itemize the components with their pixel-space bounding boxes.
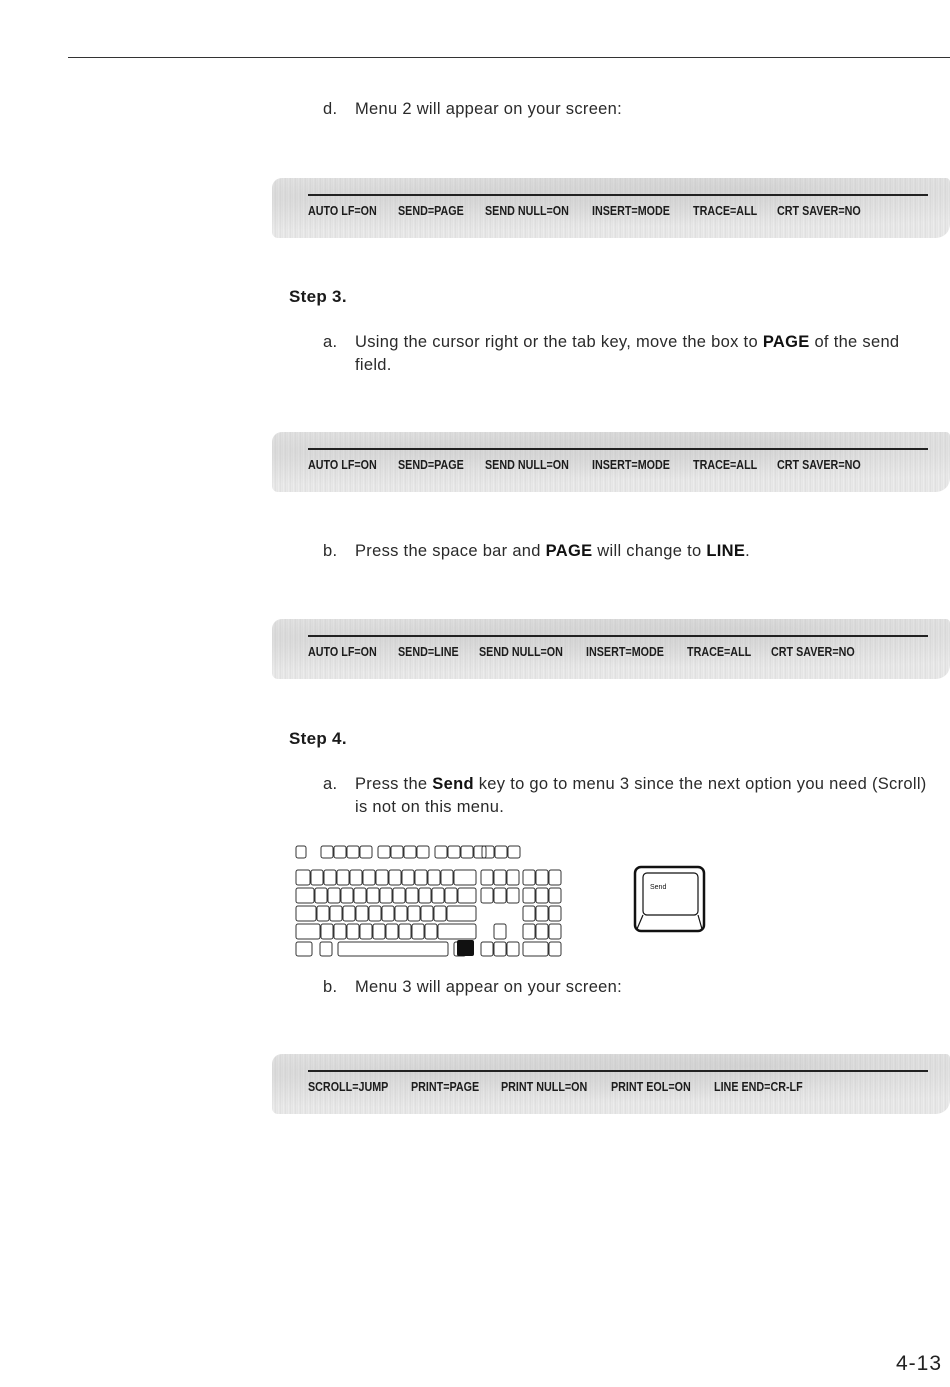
item-marker: a. (323, 775, 338, 793)
emphasis-page: PAGE (545, 542, 593, 560)
menu-field: TRACE=ALL (686, 645, 751, 659)
menu-rule (308, 194, 928, 196)
menu-field: PRINT NULL=ON (500, 1080, 588, 1094)
menu-field: SEND NULL=ON (484, 458, 569, 472)
step-4-instruction-b (323, 976, 623, 999)
instruction-text: Using the cursor right or the tab key, move the box to (355, 333, 763, 351)
menu-field: SEND NULL=ON (484, 204, 569, 218)
menu-field: INSERT=MODE (586, 645, 665, 659)
menu-2-strip-step3a (272, 432, 950, 492)
item-marker: d. (323, 100, 338, 118)
send-key-icon (633, 865, 706, 933)
item-marker: b. (323, 542, 338, 560)
menu-fields (308, 1078, 940, 1096)
menu-field: INSERT=MODE (592, 204, 671, 218)
menu-field: CRT SAVER=NO (771, 645, 856, 659)
instruction-text: . (745, 542, 751, 560)
item-marker: a. (323, 333, 338, 351)
menu-field: AUTO LF=ON (308, 645, 377, 659)
keyboard-illustration (294, 843, 574, 958)
emphasis-line: LINE (706, 542, 746, 560)
menu-fields (308, 202, 940, 220)
menu-rule (308, 635, 928, 637)
emphasis-send: Send (432, 775, 474, 793)
menu-field: CRT SAVER=NO (777, 458, 862, 472)
menu-field: PRINT EOL=ON (611, 1080, 691, 1094)
top-rule (68, 57, 950, 58)
instruction-text: will change to (592, 542, 707, 560)
menu-field: PRINT=PAGE (411, 1080, 480, 1094)
menu-fields (308, 643, 940, 661)
menu-field: TRACE=ALL (692, 204, 757, 218)
instruction-text: of the send field. (355, 333, 900, 374)
menu-field: TRACE=ALL (692, 458, 757, 472)
menu-field: SEND=PAGE (397, 204, 464, 218)
page-number: 4-13 (895, 1352, 942, 1375)
emphasis-page: PAGE (762, 333, 810, 351)
menu-2-strip (272, 178, 950, 238)
menu-field: LINE END=CR-LF (713, 1080, 803, 1094)
instruction-text: Menu 3 will appear on your screen: (355, 978, 623, 996)
menu-rule (308, 448, 928, 450)
menu-3-strip (272, 1054, 950, 1114)
step-3-heading: Step 3. (289, 287, 347, 306)
menu-rule (308, 1070, 928, 1072)
menu-field: SEND NULL=ON (478, 645, 563, 659)
menu-field: AUTO LF=ON (308, 458, 377, 472)
menu-field: SEND=PAGE (397, 458, 464, 472)
menu-fields (308, 456, 940, 474)
menu-field: SCROLL=JUMP (308, 1080, 389, 1094)
item-marker: b. (323, 978, 338, 996)
step-4-instruction-a (323, 773, 935, 819)
menu-field: SEND=LINE (397, 645, 459, 659)
send-key-label: Send (650, 884, 667, 891)
instruction-text: Menu 2 will appear on your screen: (355, 100, 623, 118)
menu-field: AUTO LF=ON (308, 204, 377, 218)
step-3-instruction-a (323, 331, 935, 377)
step-3-instruction-b (323, 540, 935, 563)
instruction-d (323, 98, 623, 121)
instruction-text: Press the (355, 775, 433, 793)
menu-field: INSERT=MODE (592, 458, 671, 472)
instruction-text: key to go to menu 3 since the next option you need (Scroll) is not on this menu. (355, 775, 927, 816)
highlighted-send-key (457, 940, 474, 956)
menu-2-strip-step3b (272, 619, 950, 679)
instruction-text: Press the space bar and (355, 542, 546, 560)
step-4-heading: Step 4. (289, 729, 347, 748)
menu-field: CRT SAVER=NO (777, 204, 862, 218)
